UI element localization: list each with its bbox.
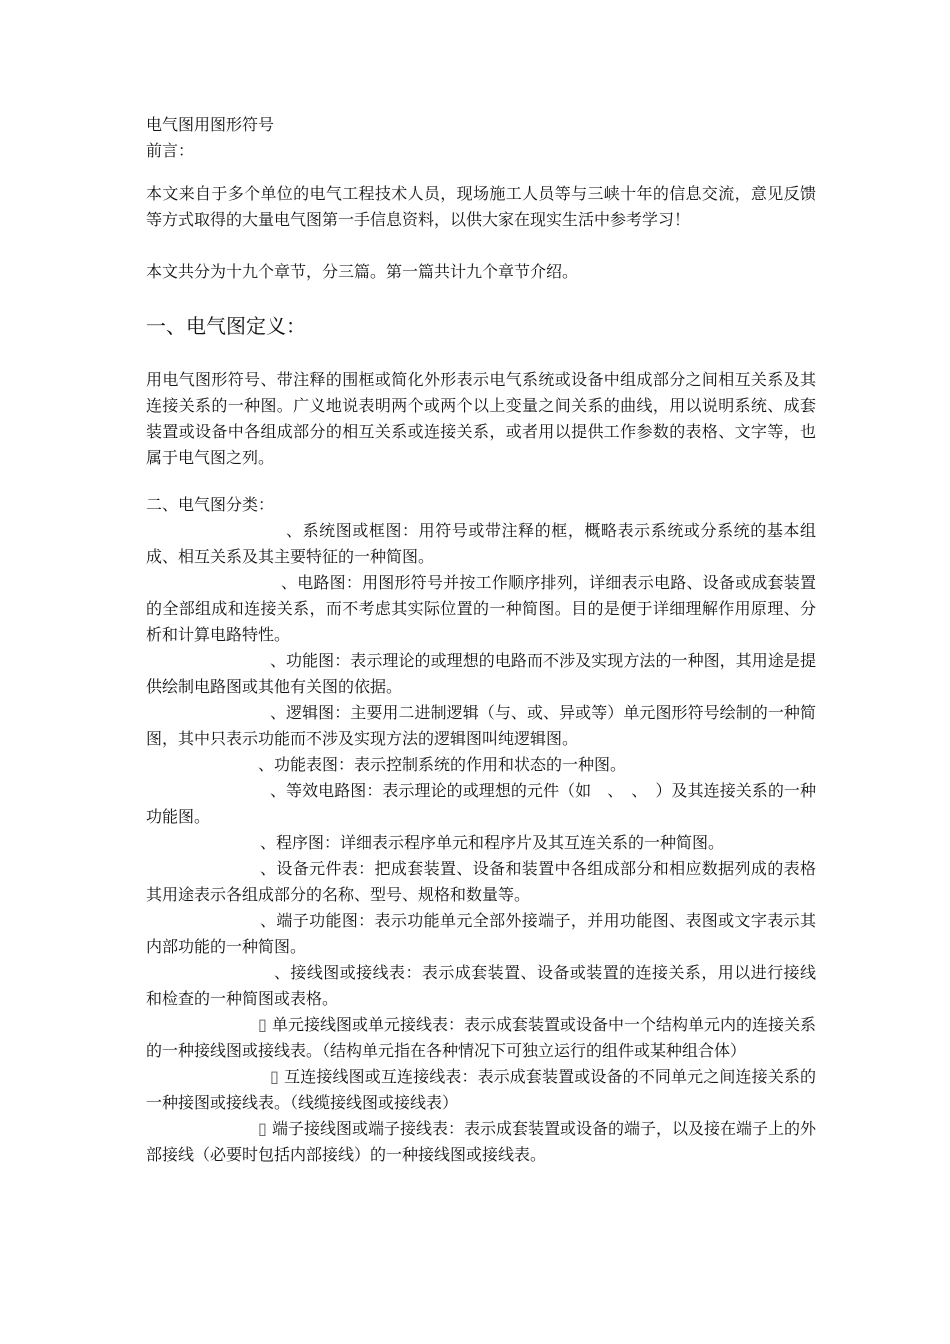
preface-label: 前言： <box>146 141 195 160</box>
document-title: 电气图用图形符号 <box>146 115 275 134</box>
classification-item: 、功能表图：表示控制系统的作用和状态的一种图。 <box>258 755 627 774</box>
section-heading-definition: 一、电气图定义： <box>146 314 306 338</box>
preface-paragraph: 本文来自于多个单位的电气工程技术人员，现场施工人员等与三峡十年的信息交流，意见反馈等方式取得的大量电气图第一手信息资料，以供大家在现实生活中参考学习！ <box>146 184 816 229</box>
classification-item: 、接线图或接线表：表示成套装置、设备或装置的连接关系，用以进行接线和检查的一种简图或表格。 <box>146 963 816 1008</box>
wiring-subitem-text: 互连接线图或互连接线表：表示成套装置或设备的不同单元之间连接关系的一种接图或接线表。（线缆接线图或接线表） <box>146 1067 816 1112</box>
wiring-subitem <box>146 1012 816 1064</box>
classification-item: 、设备元件表：把成套装置、设备和装置中各组成部分和相应数据列成的表格其用途表示各组成部分的名称、型号、规格和数量等。 <box>146 859 816 904</box>
classification-item: 、电路图：用图形符号并按工作顺序排列，详细表示电路、设备或成套装置的全部组成和连接关系，而不考虑其实际位置的一种简图。目的是便于详细理解作用原理、分析和计算电路特性。 <box>146 573 816 644</box>
classification-item: 、端子功能图：表示功能单元全部外接端子，并用功能图、表图或文字表示其内部功能的一种简图。 <box>146 911 816 956</box>
wiring-subitem-text: 单元接线图或单元接线表：表示成套装置或设备中一个结构单元内的连接关系的一种接线图或接线表。（结构单元指在各种情况下可独立运行的组件或某种组合体） <box>146 1015 817 1060</box>
bullet-icon: ▯ <box>270 1067 279 1086</box>
section-body-definition: 用电气图形符号、带注释的围框或简化外形表示电气系统或设备中组成部分之间相互关系及其连接关系的一种图。广义地说表明两个或两个以上变量之间关系的曲线，用以说明系统、成套装置或设备中各组成部分的相互关系或连接关系，或者用以提供工作参数的表格、文字等，也属于电气图之列。 <box>146 370 816 467</box>
classification-item: 、程序图：详细表示程序单元和程序片及其互连关系的一种简图。 <box>260 833 725 852</box>
bullet-icon: ▯ <box>258 1119 267 1138</box>
wiring-subitem <box>146 1116 816 1168</box>
classification-item: 、逻辑图：主要用二进制逻辑（与、或、异或等）单元图形符号绘制的一种简图，其中只表示功能而不涉及实现方法的逻辑图叫纯逻辑图。 <box>146 703 816 748</box>
document-page <box>146 112 816 1168</box>
bullet-icon: ▯ <box>258 1015 267 1034</box>
classification-item: 、等效电路图：表示理论的或理想的元件（如 、 、 ）及其连接关系的一种功能图。 <box>146 781 816 826</box>
wiring-subitem-text: 端子接线图或端子接线表：表示成套装置或设备的端子，以及接在端子上的外部接线（必要时包括内部接线）的一种接线图或接线表。 <box>146 1119 817 1164</box>
section-heading-classification: 二、电气图分类： <box>146 495 275 514</box>
preface-summary: 本文共分为十九个章节，分三篇。第一篇共计九个章节介绍。 <box>146 262 579 281</box>
wiring-subitem <box>146 1064 816 1116</box>
classification-item: 、系统图或框图：用符号或带注释的框，概略表示系统或分系统的基本组成、相互关系及其主要特征的一种简图。 <box>146 521 816 566</box>
classification-item: 、功能图：表示理论的或理想的电路而不涉及实现方法的一种图，其用途是提供绘制电路图或其他有关图的依据。 <box>146 651 816 696</box>
